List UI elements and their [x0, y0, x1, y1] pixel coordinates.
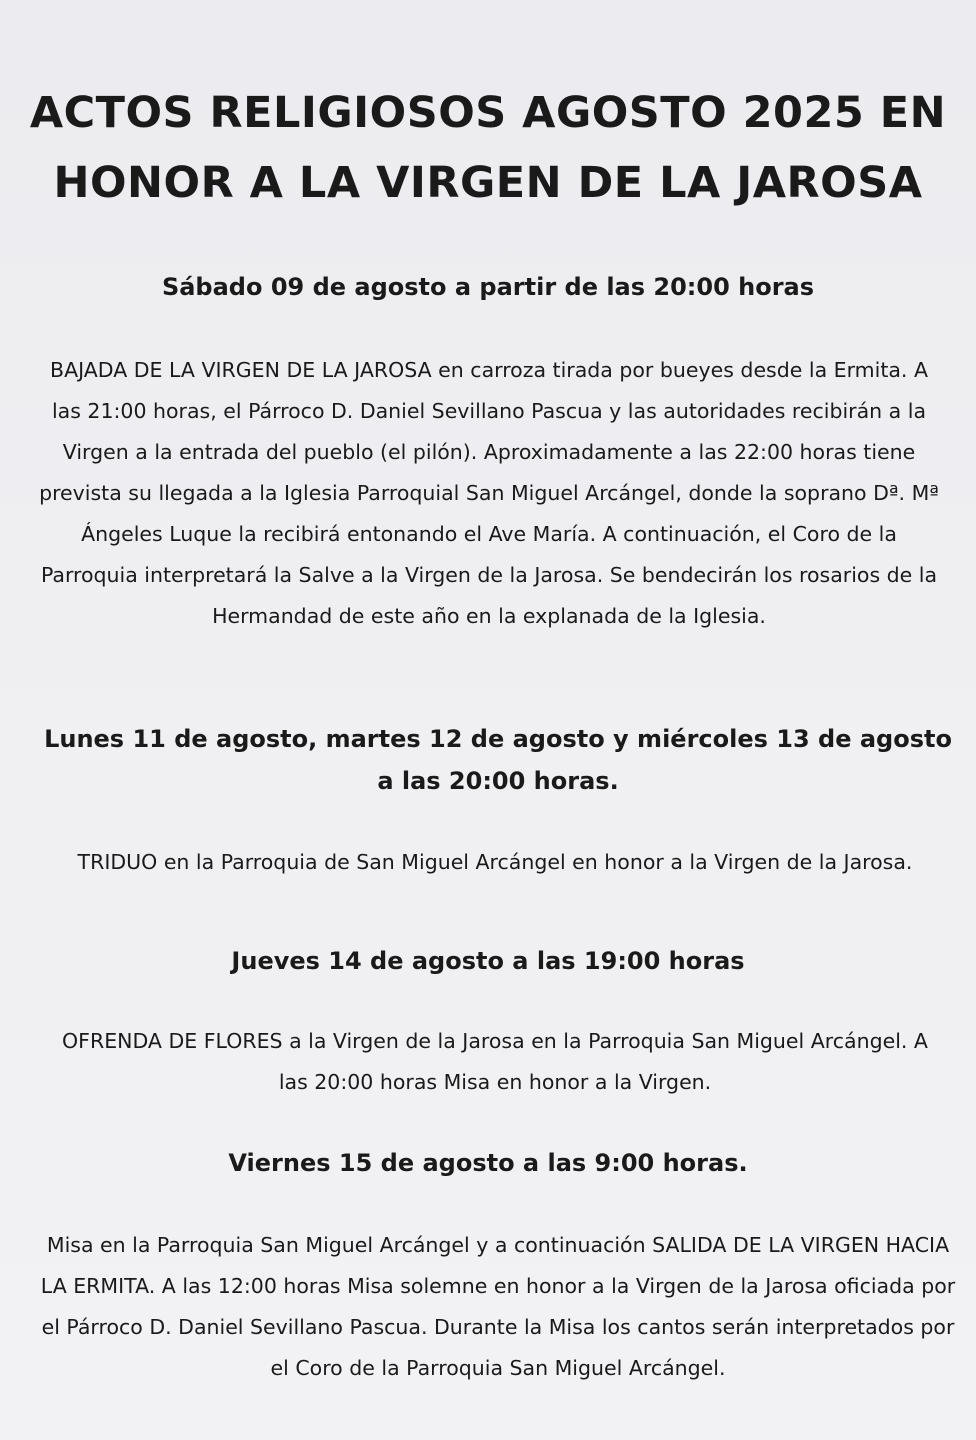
- event-date-4: Viernes 15 de agosto a las 9:00 horas.: [228, 1149, 748, 1177]
- event-date-3: Jueves 14 de agosto a las 19:00 horas: [231, 947, 745, 975]
- event-text-3: a la Virgen de la Jarosa en la Parroquia San Miguel Arcángel. A las 20:00 horas Misa en honor a la Virgen.: [278, 1029, 928, 1094]
- event-date-1: Sábado 09 de agosto a partir de las 20:00 horas: [161, 273, 815, 301]
- event-description-3: [60, 1021, 930, 1103]
- event-text-2: en la Parroquia de San Miguel Arcángel en honor a la Virgen de la Jarosa.: [157, 850, 913, 874]
- event-lead-2: TRIDUO: [77, 850, 158, 874]
- event-text-1: en carroza tirada por bueyes desde la Ermita. A las 21:00 horas, el Párroco D. Daniel Sevillano Pascua y las autoridades recibirán a la Virgen a la entrada del pueblo (el pilón). Aproximadamente a las 22:00 horas tiene prevista su llegada a la Iglesia Parroquial San Miguel Arcángel, donde la soprano Dª. Mª Ángeles Luque la recibirá entonando el Ave María. A continuación, el Coro de la Parroquia interpretará la Salve a la Virgen de la Jarosa. Se bendecirán los rosarios de la Hermandad de este año en la explanada de la Iglesia.: [39, 358, 939, 628]
- event-lead-1: BAJADA DE LA VIRGEN DE LA JAROSA: [50, 358, 432, 382]
- document-title: ACTOS RELIGIOSOS AGOSTO 2025 EN HONOR A LA VIRGEN DE LA JAROSA: [29, 88, 947, 208]
- event-lead-3: OFRENDA DE FLORES: [62, 1029, 283, 1053]
- event-date-2: Lunes 11 de agosto, martes 12 de agosto y miércoles 13 de agosto a las 20:00 horas.: [44, 725, 952, 795]
- event-description-1: [34, 350, 944, 637]
- event-text-4: Misa en la Parroquia San Miguel Arcángel y a continuación SALIDA DE LA VIRGEN HACIA LA ERMITA. A las 12:00 horas Misa solemne en honor a la Virgen de la Jarosa oficiada por el Párroco D. Daniel Sevillano Pascua. Durante la Misa los cantos serán interpretados por el Coro de la Parroquia San Miguel Arcángel.: [40, 1233, 956, 1380]
- event-description-2: [60, 842, 930, 883]
- event-description-4: [40, 1225, 956, 1389]
